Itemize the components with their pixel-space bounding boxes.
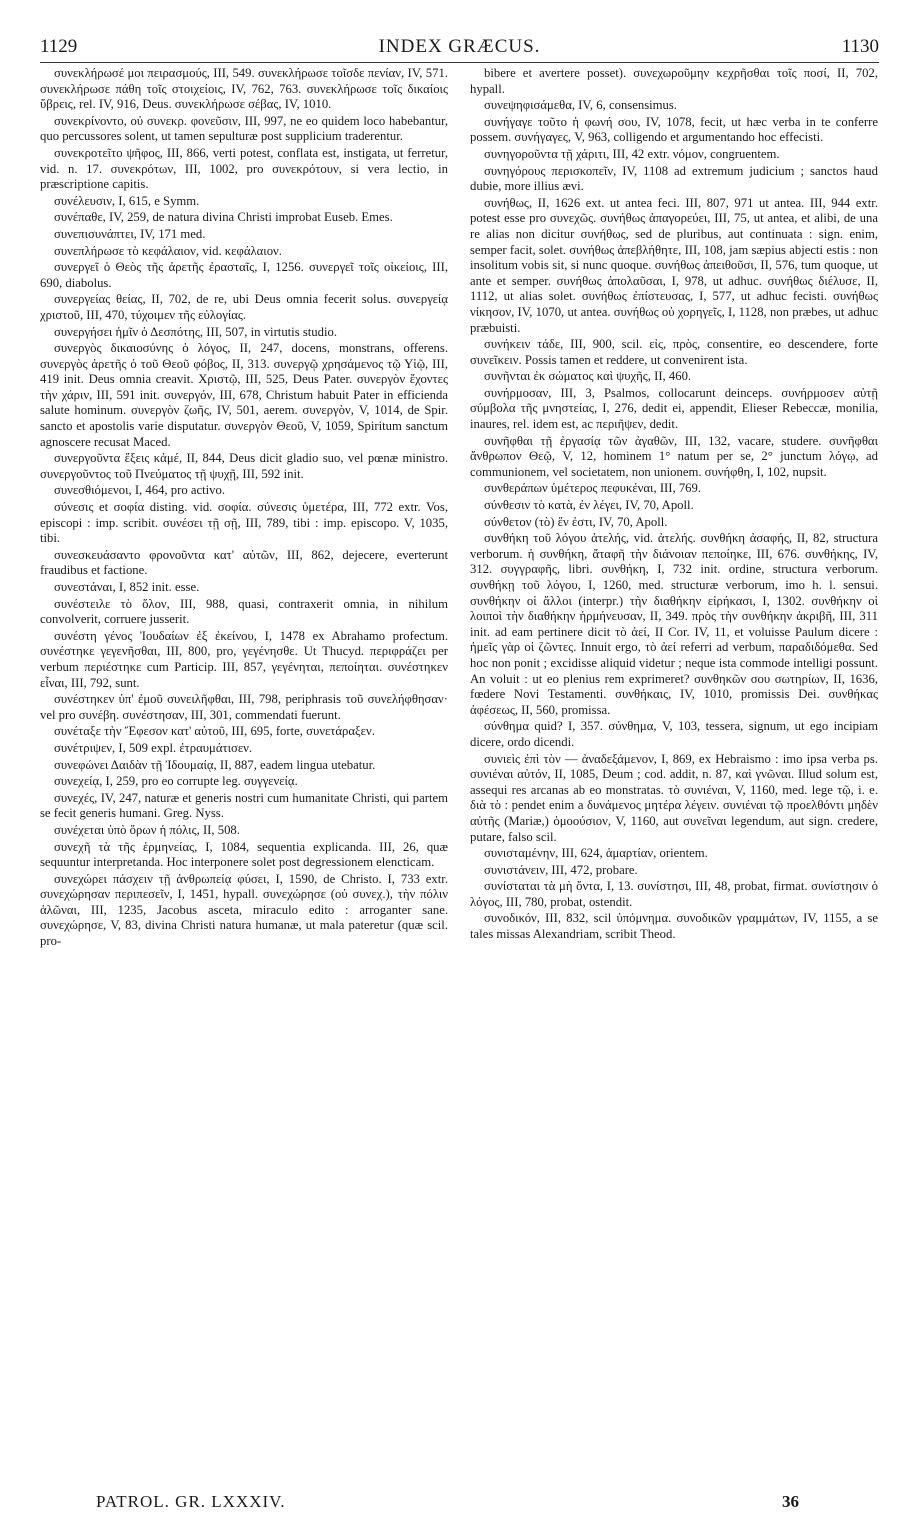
index-entry: συνεφώνει Δαιδὰν τῇ Ἰδουμαίᾳ, II, 887, eadem lingua utebatur. (54, 757, 376, 772)
index-entry: συνήθως, II, 1626 ext. ut antea feci. III, 807, 971 ut antea. III, 944 extr. potest esse pro συνεχῶς. συνήθως ἀπαγορεύει, III, 75, ut antea, et alibi, de una re alias non dicitur συνήθως, sed de pluribus, aut continuata : sign. enim, semper facit, solet. συνήθως ἀπεβλήθητε, III, 108, jam sæpius abjecti estis : non insolitum vobis sit, si nunc quoque. συνήθως ἀπειθοῦσι, II, 576, tum quoque, ut ante et semper. συνήθως ἀπολαῦσαι, I, 978, ut adhuc. συνήθως διέλυσε, II, 1112, ut alias solet. συνήθως ἐπίστευσας, I, 577, ut adhuc fecisti. συνήθως νίκησον, IV, 1070, ut antea. συνήθως οὐ χορηγεῖς, I, 1128, non præbes, ut adhuc præbuisti. (470, 195, 878, 335)
running-title: INDEX GRÆCUS. (378, 36, 541, 57)
index-entry: συνοδικόν, III, 832, scil ὑπόμνημα. συνοδικῶν γραμμάτων, IV, 1155, a se tales missas Alexandriam, scribit Theod. (470, 911, 878, 942)
index-entry: συνεσκευάσαντο φρονοῦντα κατ' αὐτῶν, III, 862, dejecere, everterunt fraudibus et factione. (40, 547, 448, 578)
index-entry: συνέλευσιν, I, 615, e Symm. (54, 193, 200, 208)
index-entry: συνέχεται ὑπὸ ὅρων ἡ πόλις, II, 508. (54, 822, 240, 837)
index-entry: συνέπαθε, IV, 259, de natura divina Christi improbat Euseb. Emes. (54, 210, 393, 225)
right-page-number: 1130 (841, 36, 879, 57)
index-entry: συνέστη γένος Ἰουδαίων ἐξ ἐκείνου, I, 1478 ex Abrahamo profectum. συνέστηκε γεγενῆσθαι, III, 800, pro, γεγένησθε. Ut Thucyd. περιφράζει per verbum περιέστηκε cum Particip. III, 857, γεγένηται, πεποίηται. συνέστηκεν εἶναι, III, 792, sunt. (40, 628, 448, 690)
index-entry: συνθεράπων ὑμέτερος πεφυκέναι, III, 769. (484, 481, 702, 496)
index-entry: συνήρμοσαν, III, 3, Psalmos, collocarunt deinceps. συνήρμοσεν αὐτῇ σύμβολα τῆς μνηστείας, I, 276, dedit ei, appendit, Elieser Rebeccæ, monilia, inaures, rel. idem est, ac περιῆψεν, dedit. (470, 385, 878, 432)
index-entry: συνέταξε τὴν Ἔφεσον κατ' αὐτοῦ, III, 695, forte, συνετάραξεν. (54, 724, 375, 739)
page-header (40, 36, 879, 60)
index-entry: συνῆνται ἐκ σώματος καὶ ψυχῆς, II, 460. (484, 369, 692, 384)
index-entry: συνεκροτεῖτο ψῆφος, III, 866, verti potest, conflata est, instigata, ut ferretur, vid. n. 17. συνεκρότων, III, 1002, pro συνεκρότουν, si vera lectio, in præscriptione capitis. (40, 145, 448, 192)
index-entry: συνηγόρους περισκοπεῖν, IV, 1108 ad extremum judicium ; sanctos haud dubie, more illius ævi. (470, 163, 878, 194)
index-entry: συνεργὸς δικαιοσύνης ὁ λόγος, II, 247, docens, monstrans, offerens. συνεργὸς ἀρετῆς ὁ τοῦ Θεοῦ φόβος, II, 313. συνεργῷ χρησάμενος τῷ Υἱῷ, III, 419 init. Deus omnia creavit. Χριστῷ, III, 525, Deus Pater. συνεργὸν ἔχοντες τὴν χάριν, III, 591 init. συνεργόν, III, 678, Christum habuit Pater in efficienda salute hominum. συνεργὸν ζωῆς, IV, 501, aerem. συνεργὸν, V, 1014, de Spir. sancto et apostolis varie disputatur. συνεργὸν Θεοῦ, V, 1059, Spiritum sanctum agnoscere recusat Maced. (40, 341, 448, 449)
index-entry: συνεπισυνάπτει, IV, 171 med. (54, 226, 206, 241)
index-entry: bibere et avertere posset). συνεχωροῦμην κεχρῆσθαι τοῖς ποσί, II, 702, hypall. (470, 66, 878, 96)
index-entry: συνεχῆ τὰ τῆς ἑρμηνείας, I, 1084, sequentia explicanda. III, 26, quæ sequuntur interpretanda. Hoc interponere solet post degressionem elencticam. (40, 839, 448, 870)
index-entry: συνέστηκεν ὑπ' ἐμοῦ συνειλῆφθαι, III, 798, periphrasis τοῦ συνελήφθησαν· vel pro συνέβη. συνέστησαν, III, 301, commendati fuerunt. (40, 692, 448, 722)
index-entry: συνθήκη τοῦ λόγου ἀτελής, vid. ἀτελής. συνθήκη ἀσαφής, II, 82, structura verborum. ἡ συνθήκη, ἄταφῆ τὴν διάνοιαν πεποίηκε, III, 676. συνθήκης, IV, 312. συγγραφῆς, libri. συνθήκη, I, 732 init. ordine, structura verborum. συνθήκῃ τοῦ λόγου, I, 1260, med. structuræ verborum, imo h. l. sensui. συνθήκην οἱ ἄλλοι (interpr.) τὴν διαθήκην εἰρήκασι, I, 1302. συνθήκην οἱ λοιποὶ τὴν διαθήκην ἡρμήνευσαν, II, 349. πρὸς τὴν συνθήκην ἀκριβῆ, III, 311 init. ad eam pertinere dicit τὸ ἀεί, II Cor. IV, 11, et voluisse Paulum dicere : ἡμεῖς γὰρ οἱ ζῶντες. Innuit ergo, τὸ ἀεί referri ad verbum, παραδιδόμεθα. Sed hoc non ponit ; excidisse aliquid videtur ; neque ista commode intelligi possunt. An voluit : ut eo plenius rem exprimeret? συνθηκῶν σου σωτηρίων, II, 1636, fœdere Novi Testamenti. συνθήκαις, IV, 1010, promissis Dei. συνθήκας ἀφέσεως, II, 560, promissa. (470, 531, 878, 717)
index-entry: συνεκρίνοντο, οὐ συνεκρ. φονεῦσιν, III, 997, ne eo quidem loco habebantur, quo percussores solent, ut tamen sepulturæ post supplicium traderentur. (40, 113, 448, 144)
page-footer (40, 1492, 879, 1516)
index-entry: συνήγαγε τοῦτο ἡ φωνή σου, IV, 1078, fecit, ut hæc verba in te conferre possem. συνήγαγες, V, 963, colligendo et argumentando hoc effecisti. (470, 114, 878, 145)
index-entry: συνεργεῖ ὁ Θεὸς τῆς ἀρετῆς ἐρασταῖς, I, 1256. συνεργεῖ τοῖς οἰκείοις, III, 690, diabolus. (40, 260, 448, 290)
left-page-number: 1129 (40, 36, 78, 57)
index-entry: σύνεσις et σοφία disting. vid. σοφία. σύνεσις ὑμετέρα, III, 772 extr. Vos, episcopi : imp. scribit. συνέσει τῇ σῇ, III, 789, tibi : imp. episcopo. V, 1035, tibi. (40, 500, 448, 546)
header-rule (40, 62, 879, 63)
left-column (40, 66, 448, 1486)
index-entry: σύνθεσιν τὸ κατὰ, ἐν λέγει, IV, 70, Apoll. (484, 498, 694, 513)
index-entry: συνισταμένην, III, 624, ἁμαρτίαν, orientem. (484, 846, 708, 861)
index-entry: συνηγοροῦντα τῇ χάριτι, III, 42 extr. νόμον, congruentem. (484, 146, 780, 161)
index-entry: συνίσταται τὰ μὴ ὄντα, I, 13. συνίστησι, III, 48, probat, firmat. συνίστησιν ὁ λόγος, III, 780, probat, ostendit. (470, 879, 878, 909)
index-entry: συνεχώρει πάσχειν τῇ ἀνθρωπείᾳ φύσει, I, 1590, de Christo. I, 733 extr. συνεχώρησαν περιπεσεῖν, I, 1451, hypall. συνεχώρησε (οὐ συνεχ.), τὴν πόλιν ἁλῶναι, III, 1235, Jacobus asceta, miraculo edito : arroganter sane. συνεχώρησε, V, 83, divina Christi natura humanæ, ut mala pateretur (quæ scil. pro- (40, 871, 448, 949)
index-entry: συνεστάναι, I, 852 init. esse. (54, 580, 200, 594)
index-entry: συνεκλήρωσέ μοι πειρασμούς, III, 549. συνεκλήρωσε τοῖσδε πενίαν, IV, 571. συνεκλήρωσε πάθη τοῖς στοιχείοις, IV, 762, 763. συνεκλήρωσε τοῖς δικαίοις ὕβρεις, rel. IV, 916, Deus. συνεκλήρωσε σέβας, IV, 1010. (40, 66, 448, 112)
index-entry: συνῆφθαι τῇ ἐργασίᾳ τῶν ἀγαθῶν, III, 132, vacare, studere. συνῆφθαι ἄνθρωπον Θεῷ, V, 12, hominem 1° natum per se, 2° junctum λόγῳ, ad communionem, vel societatem, non unionem. συνήφθη, I, 102, nupsit. (470, 433, 878, 479)
right-column (470, 66, 878, 1486)
index-entry: συνήκειν τάδε, III, 900, scil. εἰς, πρὸς, consentire, eo descendere, forte συνεῖκειν. Possis tamen et reddere, ut convenirent ista. (470, 337, 878, 367)
index-entry: σύνθημα quid? I, 357. σύνθημα, V, 103, tessera, signum, ut ego incipiam dicere, ordo dicendi. (470, 719, 878, 749)
index-entry: συνεχείᾳ, I, 259, pro eo corrupte leg. συγγενείᾳ. (54, 774, 298, 789)
index-entry: συνεψηφισάμεθα, IV, 6, consensimus. (484, 98, 677, 113)
index-entry: συνιεὶς ἐπὶ τὸν — ἀναδεξάμενον, I, 869, ex Hebraismo : imo ipsa verba ps. συνιέναι αὐτόν, II, 1085, Deum ; cod. addit, n. 87, καὶ γνῶναι. Illud solum est, assequi res arcanas ab eo monstratas. τὸ συνιέναι, V, 1160, med. lege τῷ, i. e. διὰ τὸ : pendet enim a δυνάμενος μητέρα λέγειν. συνιέναι τῷ προελθόντι μηδὲν αὐτῆς (Mariæ,) ὁμοούσιον, V, 1160, aut συνεῖναι legendum, aut sign. credere, putare, falso scil. (470, 751, 878, 844)
index-entry: συνεπλήρωσε τὸ κεφάλαιον, vid. κεφάλαιον. (54, 243, 282, 258)
index-entry: συνεργοῦντα ἕξεις κἀμέ, II, 844, Deus dicit gladio suo, vel pœnæ ministro. συνεργοῦντος τοῦ Πνεύματος τῇ ψυχῇ, III, 592 init. (40, 451, 448, 481)
index-entry: συνιστάνειν, III, 472, probare. (484, 862, 638, 877)
signature-number: 36 (782, 1492, 799, 1511)
index-entry: συνέστειλε τὸ ὅλον, III, 988, quasi, contraxerit omnia, in nihilum convolverit, corruere jusserit. (40, 596, 448, 627)
index-entry: συνεχές, IV, 247, naturæ et generis nostri cum humanitate Christi, qui partem se fecit generis humani. Greg. Nyss. (40, 790, 448, 821)
volume-signature: PATROL. GR. LXXXIV. (96, 1492, 286, 1511)
index-entry: συνεργήσει ἡμῖν ὁ Δεσπότης, III, 507, in virtutis studio. (54, 324, 338, 339)
index-entry: συνεργείας θείας, II, 702, de re, ubi Deus omnia fecerit solus. συνεργείᾳ χριστοῦ, III, 470, τύχοιμεν τῆς εὐλογίας. (40, 292, 448, 322)
index-entry: συνέτριψεν, I, 509 expl. ἐτραυμάτισεν. (54, 740, 253, 755)
index-entry: συνεσθιόμενοι, I, 464, pro activo. (54, 483, 226, 498)
index-entry: σύνθετον (τὸ) ἕν ἐστι, IV, 70, Apoll. (484, 514, 668, 529)
